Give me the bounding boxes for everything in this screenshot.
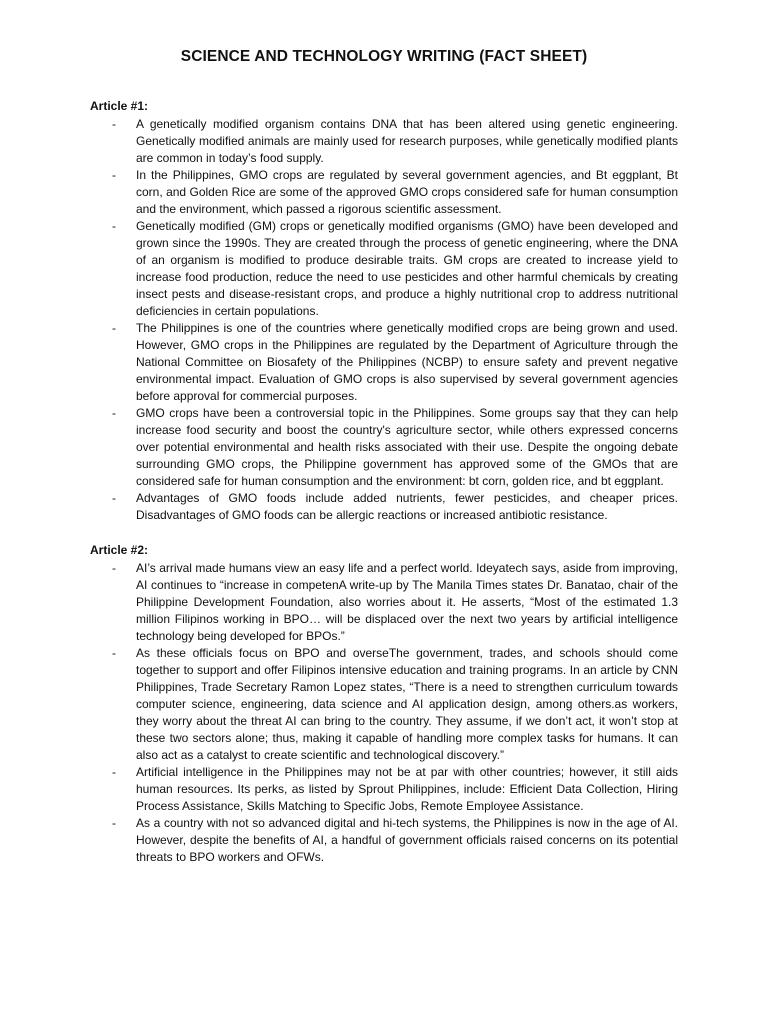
- bullet-dash: -: [112, 491, 116, 505]
- list-item: [90, 645, 678, 764]
- article-bullet-list: [90, 116, 678, 524]
- list-item: [90, 116, 678, 167]
- list-item: [90, 167, 678, 218]
- document-title: SCIENCE AND TECHNOLOGY WRITING (FACT SHEET): [180, 48, 588, 65]
- list-item-text: In the Philippines, GMO crops are regulated by several government agencies, and Bt eggplant, Bt corn, and Golden Rice are some of the approved GMO crops considered safe for human consumption and the environment, which passed a rigorous scientific assessment.: [136, 168, 678, 216]
- bullet-dash: -: [112, 117, 116, 131]
- list-item-text: Artificial intelligence in the Philippines may not be at par with other countries; however, it still aids human resources. Its perks, as listed by Sprout Philippines, include: Efficient Data Collection, Hiring Process Assistance, Skills Matching to Specific Jobs, Remote Employee Assistance.: [136, 765, 678, 813]
- article-heading: Article #1:: [90, 99, 149, 113]
- list-item-text: Genetically modified (GM) crops or genetically modified organisms (GMO) have been developed and grown since the 1990s. They are created through the process of genetic engineering, where the DNA of an organism is modified to produce desirable traits. GM crops are created to increase yield to increase food production, reduce the need to use pesticides and other harmful chemicals by creating insect pests and disease-resistant crops, and produce a highly nutritional crop to address nutritional deficiencies in certain populations.: [136, 219, 678, 318]
- list-item-text: As these officials focus on BPO and overseThe government, trades, and schools should come together to support and offer Filipinos intensive education and training programs. In an article by CNN Philippines, Trade Secretary Ramon Lopez states, “There is a need to strengthen curriculum towards computer science, engineering, data science and AI application design, among others.as workers, they worry about the threat AI can bring to the country. They assume, if we don’t act, it won’t stop at these two sectors alone; thus, making it capable of handling more complex tasks for humans. It can also act as a catalyst to create scientific and technological discovery.”: [136, 646, 678, 762]
- article-2: [90, 542, 678, 866]
- bullet-dash: -: [112, 168, 116, 182]
- list-item: [90, 560, 678, 645]
- article-bullet-list: [90, 560, 678, 866]
- bullet-dash: -: [112, 646, 116, 660]
- list-item-text: Advantages of GMO foods include added nutrients, fewer pesticides, and cheaper prices. Disadvantages of GMO foods can be allergic reactions or increased antibiotic resistance.: [136, 491, 678, 522]
- bullet-dash: -: [112, 321, 116, 335]
- bullet-dash: -: [112, 561, 116, 575]
- list-item-text: The Philippines is one of the countries where genetically modified crops are being grown and used. However, GMO crops in the Philippines are regulated by the Department of Agriculture through the National Committee on Biosafety of the Philippines (NCBP) to ensure safety and prevent negative environmental impact. Evaluation of GMO crops is also supervised by several government agencies before approval for commercial purposes.: [136, 321, 678, 403]
- list-item-text: GMO crops have been a controversial topic in the Philippines. Some groups say that they can help increase food security and boost the country's agriculture sector, while others expressed concerns over potential environmental and health risks associated with their use. Despite the ongoing debate surrounding GMO crops, the Philippine government has approved some of the GMOs that are considered safe for human consumption and the environment: bt corn, golden rice, and bt eggplant.: [136, 406, 678, 488]
- bullet-dash: -: [112, 765, 116, 779]
- list-item: [90, 764, 678, 815]
- list-item: [90, 320, 678, 405]
- list-item-text: AI’s arrival made humans view an easy life and a perfect world. Ideyatech says, aside from improving, AI continues to “increase in competenA write-up by The Manila Times states Dr. Banatao, chair of the Philippine Development Foundation, also worries about it. He asserts, “Most of the estimated 1.3 million Filipinos working in BPO… will be displaced over the next two years by artificial intelligence technology being developed for BPOs.”: [136, 561, 678, 643]
- list-item: [90, 405, 678, 490]
- article-1: [90, 98, 678, 524]
- article-heading: Article #2:: [90, 543, 149, 557]
- list-item: [90, 490, 678, 524]
- bullet-dash: -: [112, 219, 116, 233]
- list-item: [90, 218, 678, 320]
- list-item: [90, 815, 678, 866]
- bullet-dash: -: [112, 816, 116, 830]
- bullet-dash: -: [112, 406, 116, 420]
- list-item-text: As a country with not so advanced digital and hi-tech systems, the Philippines is now in the age of AI. However, despite the benefits of AI, a handful of government officials raised concerns on its potential threats to BPO workers and OFWs.: [136, 816, 678, 864]
- list-item-text: A genetically modified organism contains DNA that has been altered using genetic engineering. Genetically modified animals are mainly used for research purposes, while genetically modified plants are common in today’s food supply.: [136, 117, 678, 165]
